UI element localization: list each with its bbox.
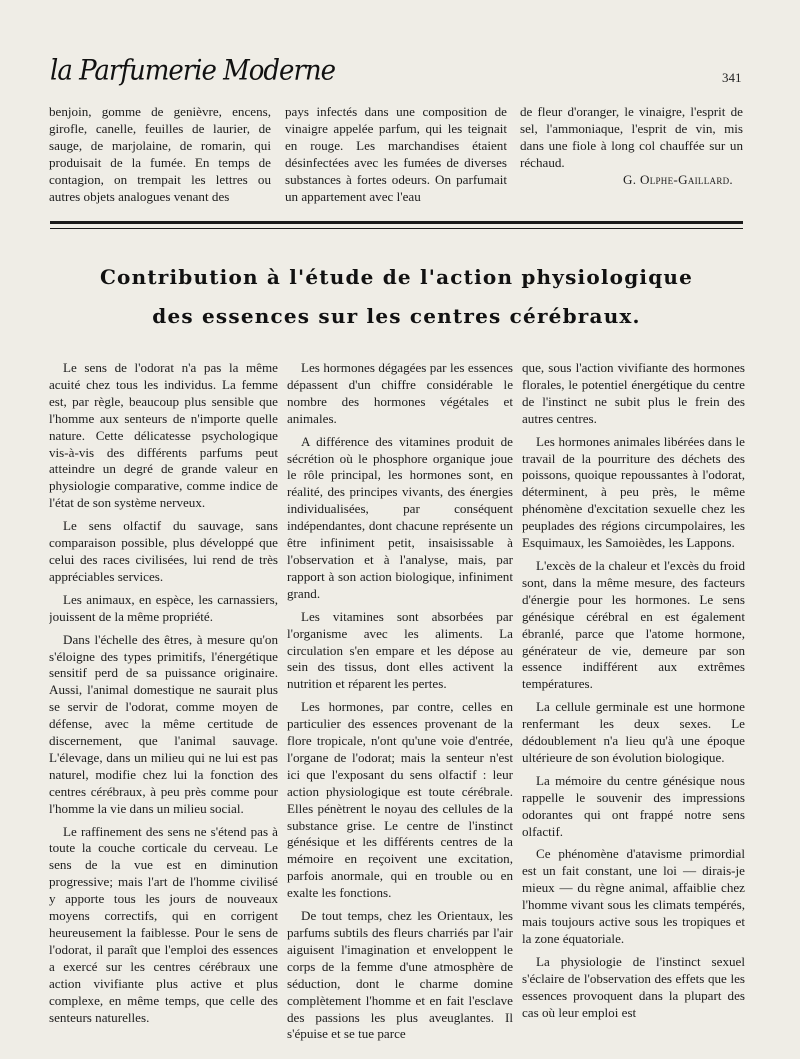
- top-column-1: [49, 104, 271, 205]
- article-title-line-2: des essences sur les centres cérébraux.: [152, 304, 641, 328]
- paragraph: La cellule germinale est une hormone renfermant les deux sexes. Le dédoublement n'a lieu qu'à une époque ultérieure de son évolution biologique.: [522, 699, 745, 765]
- paragraph: De tout temps, chez les Orientaux, les parfums subtils des fleurs charriés par l'air aiguisent l'imagination et enveloppent le corps de la femme d'une atmosphère de séduction, dont le charme domine complètement l'homme et en fait l'esclave des passions les plus aveuglantes. Il s'épuise et se tue parce: [287, 908, 513, 1042]
- article-column-3: [522, 360, 745, 1022]
- paragraph: A différence des vitamines produit de sécrétion où le phosphore organique joue le rôle principal, les hormones sont, en réalité, des principes vivants, des énergies individualisées, par conséquent indépendantes, dont chacune représente un être infiniment petit, insaisissable à l'observation et à l'analyse, mais, par rapport à son action biologique, infiniment grand.: [287, 433, 513, 601]
- paragraph: La physiologie de l'instinct sexuel s'éclaire de l'observation des effets que les essences provoquent dans la plupart des cas où leur emploi est: [522, 953, 745, 1020]
- paragraph: L'excès de la chaleur et l'excès du froid sont, dans la même mesure, des facteurs d'énergie pour les hormones. Le sens génésique cérébral en est également ébranlé, parce que l'atome hormone, générateur de vie, demeure par son essence indifférent aux extrêmes températures.: [522, 557, 745, 692]
- paragraph: Les animaux, en espèce, les carnassiers, jouissent de la même propriété.: [49, 591, 278, 624]
- paragraph: que, sous l'action vivifiante des hormones florales, le potentiel énergétique du centre de l'instinct ne subit plus le frein des autres centres.: [522, 360, 745, 426]
- masthead-logo: la Parfumerie Moderne: [50, 54, 336, 88]
- paragraph: Les hormones, par contre, celles en particulier des essences provenant de la flore tropicale, n'ont qu'une voie d'entrée, l'organe de l'odorat; mais la senteur n'est ici que l'exposant du sens olfactif : leur action physiologique est toute cérébrale. Elles pénètrent le noyau des cellules de la substance grise. Le centre de l'instinct génésique et les différents centres de la mémoire en reçoivent une excitation, parfois anormale, qui en trouble ou en exalte les fonctions.: [287, 699, 513, 901]
- paragraph: Le raffinement des sens ne s'étend pas à toute la couche corticale du cerveau. Le sens de la vue est en diminution progressive; mais l'art de l'homme civilisé y apporte tous les jours de nouveaux moyens correctifs, qui en corrigent heureusement la faiblesse. Pour le sens de l'odorat, il paraît que l'emploi des essences a exercé sur les centres cérébraux une action vivifiante plus active et plus complexe, en même temps, que celle des senteurs naturelles.: [49, 823, 278, 1025]
- paragraph: Le sens olfactif du sauvage, sans comparaison possible, plus développé que celui des races civilisées, lui rend de très appréciables services.: [49, 518, 278, 584]
- article-column-2: [287, 360, 513, 1043]
- top-col3-text: de fleur d'oranger, le vinaigre, l'esprit de sel, l'ammoniaque, l'esprit de vin, mis dans une fiole à long col chauffée sur un réchaud.: [520, 104, 743, 170]
- author-signature: G. Olphe-Gaillard.: [623, 171, 733, 187]
- paragraph: Le sens de l'odorat n'a pas la même acuité chez tous les individus. La femme est, par règle, beaucoup plus sensible que l'homme aux senteurs de n'importe quelle nature. Cette délicatesse psychologique vis-à-vis des différents parfums peut atteindre un degré de grande valeur en physiologie comparative, comme indice de l'état de son système nerveux.: [49, 360, 278, 511]
- top-col1-text: benjoin, gomme de genièvre, encens, girofle, canelle, feuilles de laurier, de sauge, de marjolaine, de romarin, qui produisait de la fumée. En temps de contagion, on trempait les lettres ou autres objets analogues venant des: [49, 104, 271, 204]
- paragraph: Les hormones dégagées par les essences dépassent d'un chiffre considérable le nombre des hormones végétales et animales.: [287, 360, 513, 426]
- page-number: 341: [722, 70, 742, 85]
- paragraph: Les vitamines sont absorbées par l'organisme avec les aliments. La circulation s'en empare et les dépose au sein des tissus, dont elles activent la nutrition et réparent les pertes.: [287, 608, 513, 692]
- section-divider-thin: [50, 228, 743, 229]
- top-column-3: [520, 104, 743, 189]
- article-title-line-1: Contribution à l'étude de l'action physiologique: [99, 265, 694, 289]
- paragraph: Les hormones animales libérées dans le travail de la pourriture des déchets des poissons, quoique repoussantes à l'odorat, déterminent, à peu près, le même phénomène d'excitation sexuelle chez les peuplades des régions circumpolaires, les Esquimaux, les Samoièdes, les Lappons.: [522, 433, 745, 551]
- section-divider-thick: [50, 221, 743, 224]
- top-col2-text: pays infectés dans une composition de vinaigre appelée parfum, qui les teignait en rouge. Les marchandises étaient désinfectées avec les fumées de diverses substances à fortes odeurs. On parfumait un appartement avec l'eau: [285, 104, 507, 204]
- paragraph: La mémoire du centre génésique nous rappelle le souvenir des impressions odorantes qui ont frappé notre sens olfactif.: [522, 772, 745, 839]
- top-column-2: [285, 104, 507, 205]
- paragraph: Dans l'échelle des êtres, à mesure qu'on s'éloigne des types primitifs, l'énergétique sensitif perd de sa puissance originaire. Aussi, l'animal domestique ne saurait plus se servir de l'odorat, comme moyen de défense, avec la même certitude de discernement, que l'animal sauvage. L'élevage, dans un milieu qui ne lui est pas naturel, modifie chez lui la fonction des centres cérébraux, à peu près comme pour l'homme la vie dans un milieu social.: [49, 631, 278, 816]
- paragraph: Ce phénomène d'atavisme primordial est un fait constant, une loi — dirais-je mieux — du règne animal, affaiblie chez l'homme vivant sous les climats tempérés, mais toujours active sous les tropiques et la zone équatoriale.: [522, 846, 745, 946]
- article-column-1: [49, 360, 278, 1026]
